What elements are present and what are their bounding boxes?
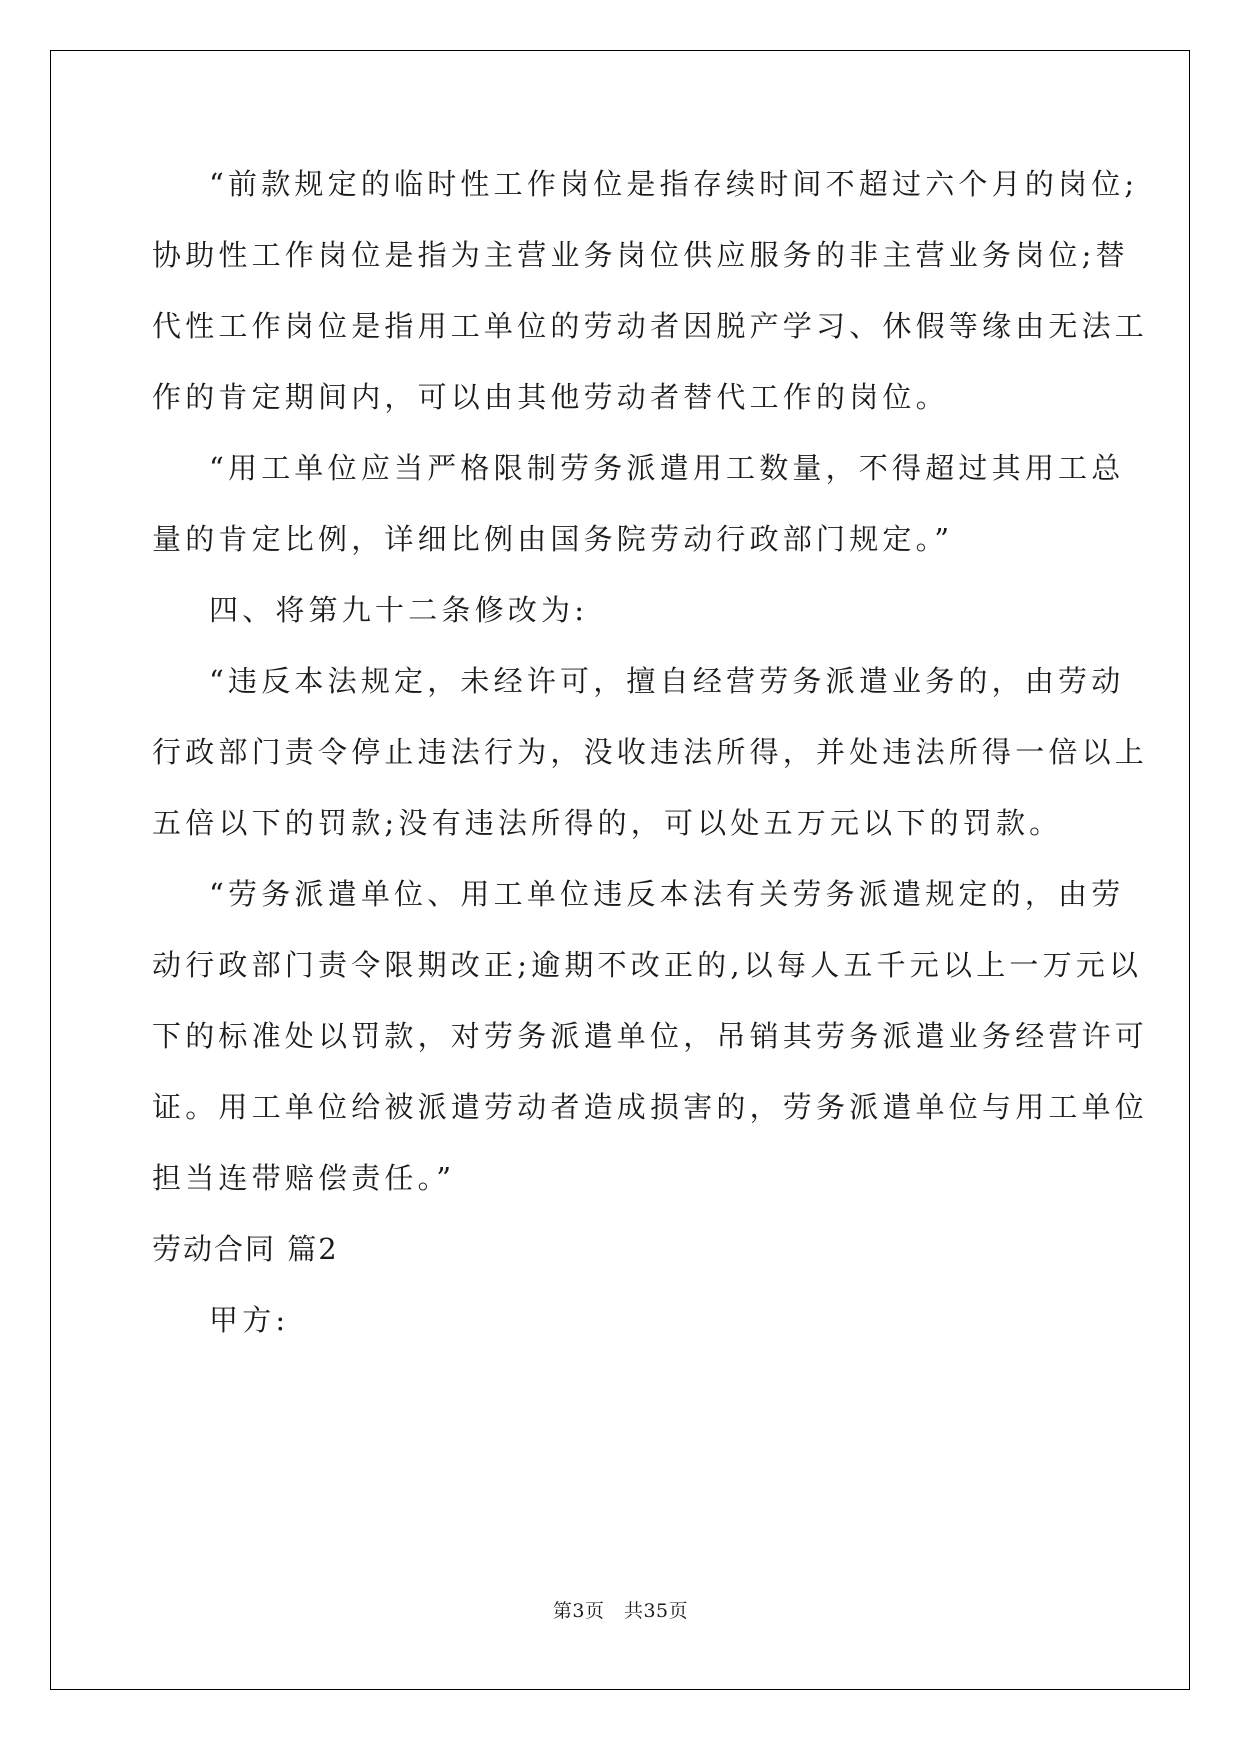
paragraph-line: 四、将第九十二条修改为: (209, 593, 589, 627)
paragraph-line: 甲方: (209, 1303, 290, 1337)
paragraph-line: “前款规定的临时性工作岗位是指存续时间不超过六个月的岗位; (209, 167, 1139, 201)
paragraph-line: “劳务派遣单位、用工单位违反本法有关劳务派遣规定的，由劳 (209, 877, 1125, 911)
paragraph-line: 作的肯定期间内，可以由其他劳动者替代工作的岗位。 (152, 380, 949, 414)
paragraph-line: 担当连带赔偿责任。” (152, 1161, 456, 1195)
paragraph-line: 量的肯定比例，详细比例由国务院劳动行政部门规定。” (152, 522, 954, 556)
page-border (50, 50, 1190, 1690)
paragraph-line: 下的标准处以罚款，对劳务派遣单位，吊销其劳务派遣业务经营许可 (152, 1019, 1149, 1053)
paragraph-line: “用工单位应当严格限制劳务派遣用工数量，不得超过其用工总 (209, 451, 1125, 485)
section-heading: 劳动合同 篇2 (152, 1232, 339, 1266)
paragraph-line: 证。用工单位给被派遣劳动者造成损害的，劳务派遣单位与用工单位 (152, 1090, 1149, 1124)
paragraph-line: “违反本法规定，未经许可，擅自经营劳务派遣业务的，由劳动 (209, 664, 1125, 698)
paragraph-line: 动行政部门责令限期改正;逾期不改正的,以每人五千元以上一万元以 (152, 948, 1143, 982)
paragraph-line: 协助性工作岗位是指为主营业务岗位供应服务的非主营业务岗位;替 (152, 238, 1129, 272)
paragraph-line: 代性工作岗位是指用工单位的劳动者因脱产学习、休假等缘由无法工 (152, 309, 1149, 343)
paragraph-line: 五倍以下的罚款;没有违法所得的，可以处五万元以下的罚款。 (152, 806, 1063, 840)
paragraph-line: 行政部门责令停止违法行为，没收违法所得，并处违法所得一倍以上 (152, 735, 1149, 769)
page-number: 第3页 共35页 (552, 1600, 689, 1622)
